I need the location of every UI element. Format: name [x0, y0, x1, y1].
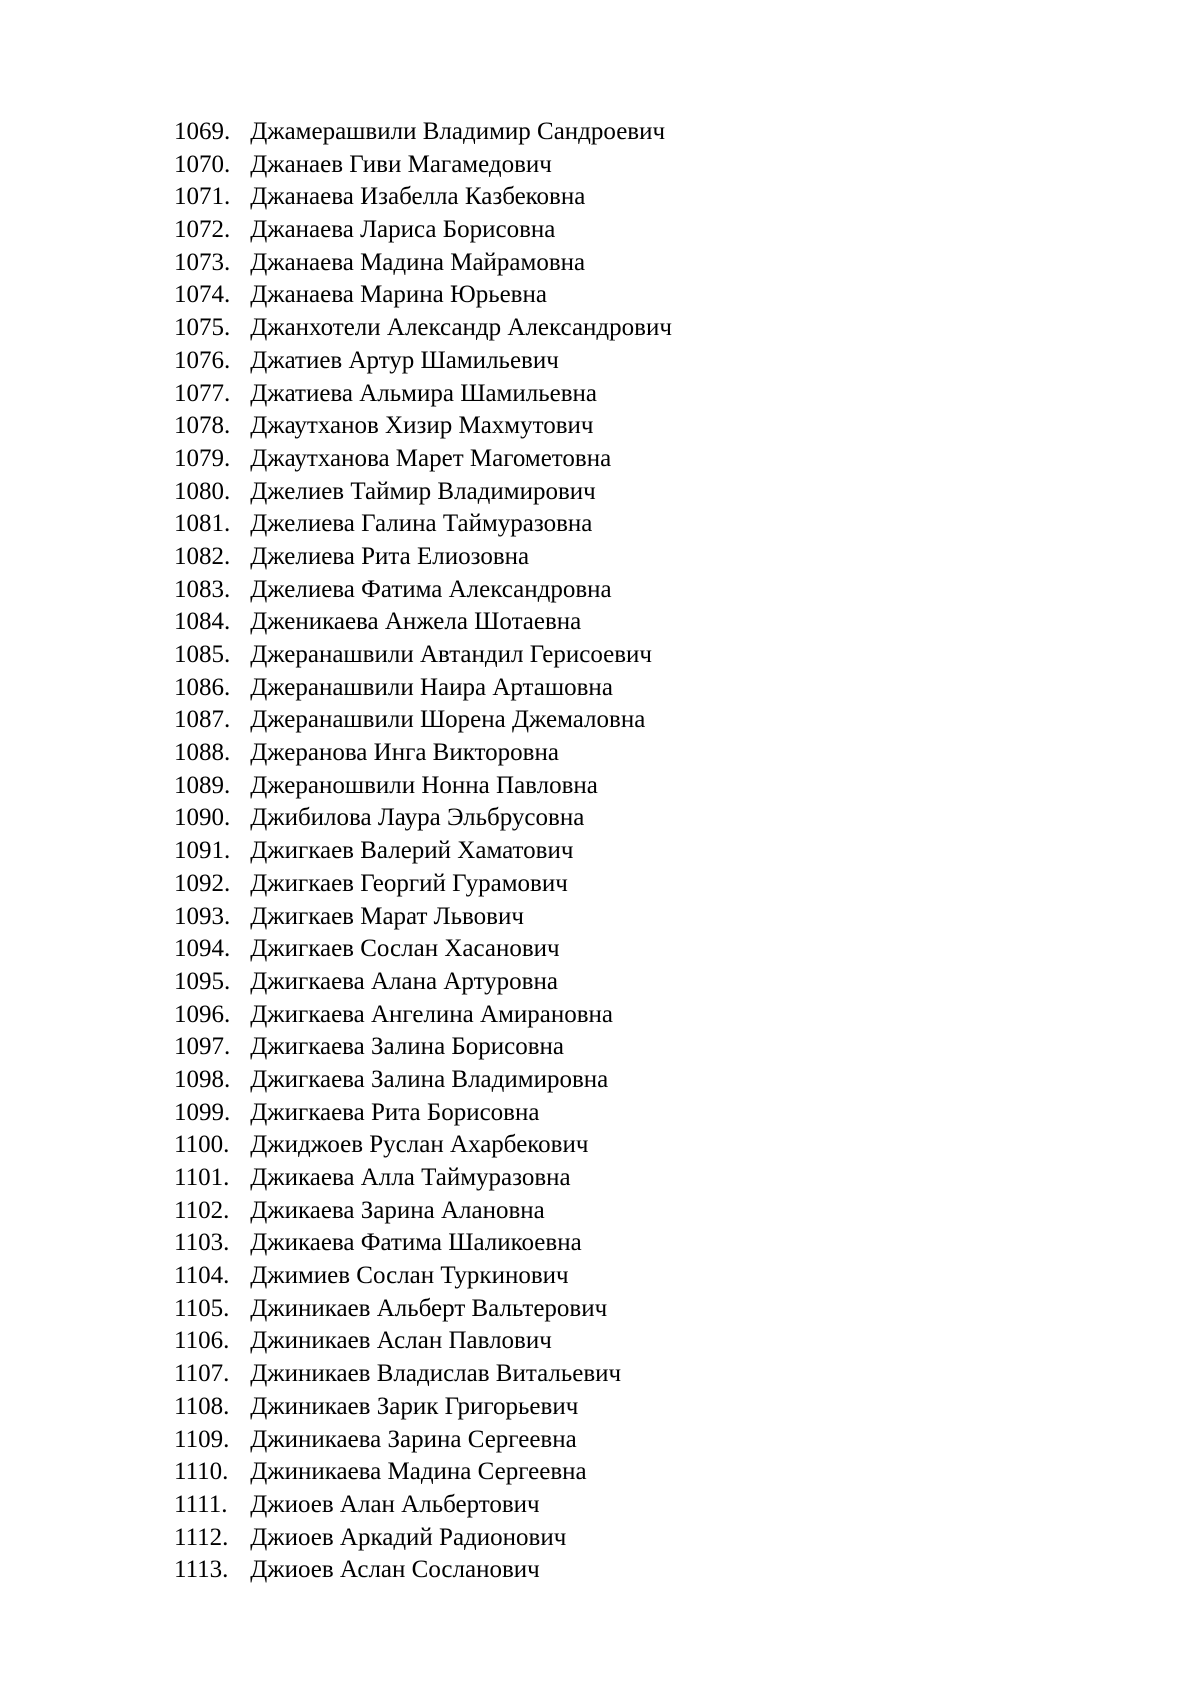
- list-item-name: Джигкаева Ангелина Амирановна: [250, 1000, 614, 1028]
- list-item: [174, 476, 672, 509]
- list-item-name: Джигкаева Алана Артуровна: [250, 967, 558, 995]
- list-item-number: 1069.: [174, 118, 231, 145]
- list-item: [174, 1031, 672, 1064]
- list-item-name: Джелиева Рита Елиозовна: [250, 542, 530, 570]
- list-item-number: 1076.: [174, 346, 231, 374]
- list-item-name: Джанаева Изабелла Казбековна: [250, 183, 586, 211]
- list-item-name: Джаутханов Хизир Махмутович: [250, 412, 594, 440]
- list-item-name: Джелиева Галина Таймуразовна: [250, 510, 593, 538]
- list-item: [174, 835, 672, 868]
- list-item-name: Джикаева Алла Таймуразовна: [250, 1164, 571, 1191]
- list-item-name: Дженикаева Анжела Шотаевна: [250, 608, 582, 636]
- list-item-name: Джанхотели Александр Александрович: [250, 314, 672, 342]
- list-item-number: 1088.: [174, 739, 231, 767]
- list-item-number: 1082.: [174, 542, 231, 570]
- list-item: [174, 1162, 672, 1195]
- list-item: [174, 181, 672, 214]
- list-item-number: 1081.: [174, 510, 231, 538]
- list-item: [174, 933, 672, 966]
- list-item: [174, 1097, 672, 1130]
- list-item: [174, 247, 672, 280]
- name-list: [174, 116, 672, 1587]
- list-item-number: 1077.: [174, 379, 231, 407]
- list-item-number: 1071.: [174, 183, 231, 211]
- list-item-name: Джигкаев Георгий Гурамович: [250, 869, 568, 897]
- list-item-number: 1113.: [174, 1556, 229, 1584]
- list-item-number: 1109.: [174, 1425, 230, 1453]
- list-item-name: Джамерашвили Владимир Сандроевич: [250, 118, 666, 145]
- list-item-number: 1111.: [174, 1490, 228, 1518]
- list-item-name: Джанаев Гиви Магамедович: [250, 150, 552, 178]
- list-item-name: Джиникаев Зарик Григорьевич: [250, 1392, 579, 1420]
- list-item-number: 1100.: [174, 1131, 230, 1159]
- list-item: [174, 378, 672, 411]
- list-item-name: Джатиева Альмира Шамильевна: [250, 379, 597, 407]
- list-item-name: Джикаева Фатима Шаликоевна: [250, 1229, 582, 1257]
- list-item-number: 1084.: [174, 608, 231, 636]
- list-item: [174, 541, 672, 574]
- list-item: [174, 966, 672, 999]
- list-item-name: Джанаева Марина Юрьевна: [250, 281, 547, 309]
- list-item-name: Джиоев Аслан Сосланович: [250, 1556, 540, 1584]
- list-item: [174, 1129, 672, 1162]
- list-item: [174, 214, 672, 247]
- list-item-number: 1108.: [174, 1392, 230, 1420]
- list-item: [174, 1522, 672, 1555]
- list-item: [174, 1195, 672, 1228]
- list-item: [174, 1391, 672, 1424]
- list-item: [174, 1456, 672, 1489]
- list-item-name: Джеранова Инга Викторовна: [250, 739, 559, 767]
- list-item-name: Джиникаев Альберт Вальтерович: [250, 1294, 608, 1322]
- list-item-number: 1072.: [174, 216, 231, 244]
- list-item-name: Джиникаев Аслан Павлович: [250, 1327, 552, 1355]
- list-item-number: 1105.: [174, 1294, 230, 1322]
- list-item-name: Джанаева Лариса Борисовна: [250, 216, 556, 244]
- list-item-name: Джигкаев Валерий Хаматович: [250, 837, 574, 865]
- list-item-number: 1110.: [174, 1458, 229, 1486]
- list-item: [174, 1293, 672, 1326]
- list-item: [174, 770, 672, 803]
- list-item: [174, 1325, 672, 1358]
- list-item: [174, 999, 672, 1032]
- list-item-name: Джатиев Артур Шамильевич: [250, 346, 559, 374]
- list-item-number: 1086.: [174, 673, 231, 701]
- list-item-name: Джиоев Алан Альбертович: [250, 1490, 540, 1518]
- list-item-name: Джигкаев Сослан Хасанович: [250, 935, 560, 963]
- list-item-name: Джигкаева Рита Борисовна: [250, 1098, 540, 1126]
- list-item: [174, 1358, 672, 1391]
- list-item: [174, 345, 672, 378]
- list-item: [174, 802, 672, 835]
- list-item-number: 1091.: [174, 837, 231, 865]
- list-item-number: 1099.: [174, 1098, 231, 1126]
- list-item-number: 1070.: [174, 150, 231, 178]
- list-item-name: Джиникаева Мадина Сергеевна: [250, 1458, 587, 1486]
- list-item-name: Джеранашвили Автандил Герисоевич: [250, 641, 652, 668]
- list-item-number: 1112.: [174, 1523, 229, 1551]
- list-item-name: Джикаева Зарина Алановна: [250, 1196, 545, 1224]
- list-item-number: 1093.: [174, 902, 231, 930]
- list-item-name: Джиникаева Зарина Сергеевна: [250, 1425, 577, 1453]
- list-item-number: 1075.: [174, 314, 231, 342]
- list-item-number: 1092.: [174, 869, 231, 897]
- list-item: [174, 574, 672, 607]
- list-item: [174, 606, 672, 639]
- list-item-number: 1103.: [174, 1229, 230, 1257]
- list-item: [174, 704, 672, 737]
- list-item-number: 1097.: [174, 1033, 231, 1061]
- list-item-name: Джанаева Мадина Майрамовна: [250, 248, 586, 276]
- list-item: [174, 149, 672, 182]
- list-item-number: 1083.: [174, 575, 231, 603]
- list-item-name: Джеранашвили Шорена Джемаловна: [250, 706, 646, 734]
- list-item-name: Джигкаев Марат Львович: [250, 902, 524, 930]
- list-item-number: 1090.: [174, 804, 231, 832]
- list-item-number: 1074.: [174, 281, 231, 309]
- list-item: [174, 1554, 672, 1587]
- list-item-number: 1096.: [174, 1000, 231, 1028]
- list-item: [174, 672, 672, 705]
- list-item-number: 1079.: [174, 444, 231, 472]
- list-item: [174, 279, 672, 312]
- list-item-number: 1078.: [174, 412, 231, 440]
- list-item-name: Джиджоев Руслан Ахарбекович: [250, 1131, 589, 1159]
- list-item: [174, 116, 672, 149]
- list-item-number: 1080.: [174, 477, 231, 505]
- list-item: [174, 868, 672, 901]
- list-item-number: 1107.: [174, 1360, 230, 1388]
- list-item-name: Джелиева Фатима Александровна: [250, 575, 612, 603]
- list-item: [174, 1227, 672, 1260]
- list-item: [174, 312, 672, 345]
- list-item-number: 1101.: [174, 1164, 230, 1191]
- list-item: [174, 901, 672, 934]
- list-item-number: 1073.: [174, 248, 231, 276]
- list-item-number: 1098.: [174, 1065, 231, 1093]
- list-item-name: Джимиев Сослан Туркинович: [250, 1262, 569, 1290]
- list-item-number: 1095.: [174, 967, 231, 995]
- list-item-number: 1094.: [174, 935, 231, 963]
- list-item-name: Джиникаев Владислав Витальевич: [250, 1360, 622, 1388]
- list-item: [174, 1489, 672, 1522]
- list-item-number: 1104.: [174, 1262, 230, 1290]
- list-item: [174, 1260, 672, 1293]
- list-item-name: Джибилова Лаура Эльбрусовна: [250, 804, 585, 832]
- list-item-name: Джигкаева Залина Борисовна: [250, 1033, 565, 1061]
- list-item: [174, 443, 672, 476]
- list-item: [174, 508, 672, 541]
- list-item-name: Джигкаева Залина Владимировна: [250, 1065, 609, 1093]
- list-item-number: 1089.: [174, 771, 231, 799]
- list-item: [174, 1064, 672, 1097]
- list-item: [174, 1424, 672, 1457]
- list-item-number: 1102.: [174, 1196, 230, 1224]
- list-item-number: 1085.: [174, 641, 231, 668]
- list-item-number: 1106.: [174, 1327, 230, 1355]
- list-item-name: Джераношвили Нонна Павловна: [250, 771, 598, 799]
- list-item-number: 1087.: [174, 706, 231, 734]
- list-item-name: Джиоев Аркадий Радионович: [250, 1523, 567, 1551]
- list-item-name: Джелиев Таймир Владимирович: [250, 477, 596, 505]
- list-item: [174, 639, 672, 672]
- list-item-name: Джаутханова Марет Магометовна: [250, 444, 612, 472]
- list-item: [174, 410, 672, 443]
- list-item-name: Джеранашвили Наира Арташовна: [250, 673, 613, 701]
- list-item: [174, 737, 672, 770]
